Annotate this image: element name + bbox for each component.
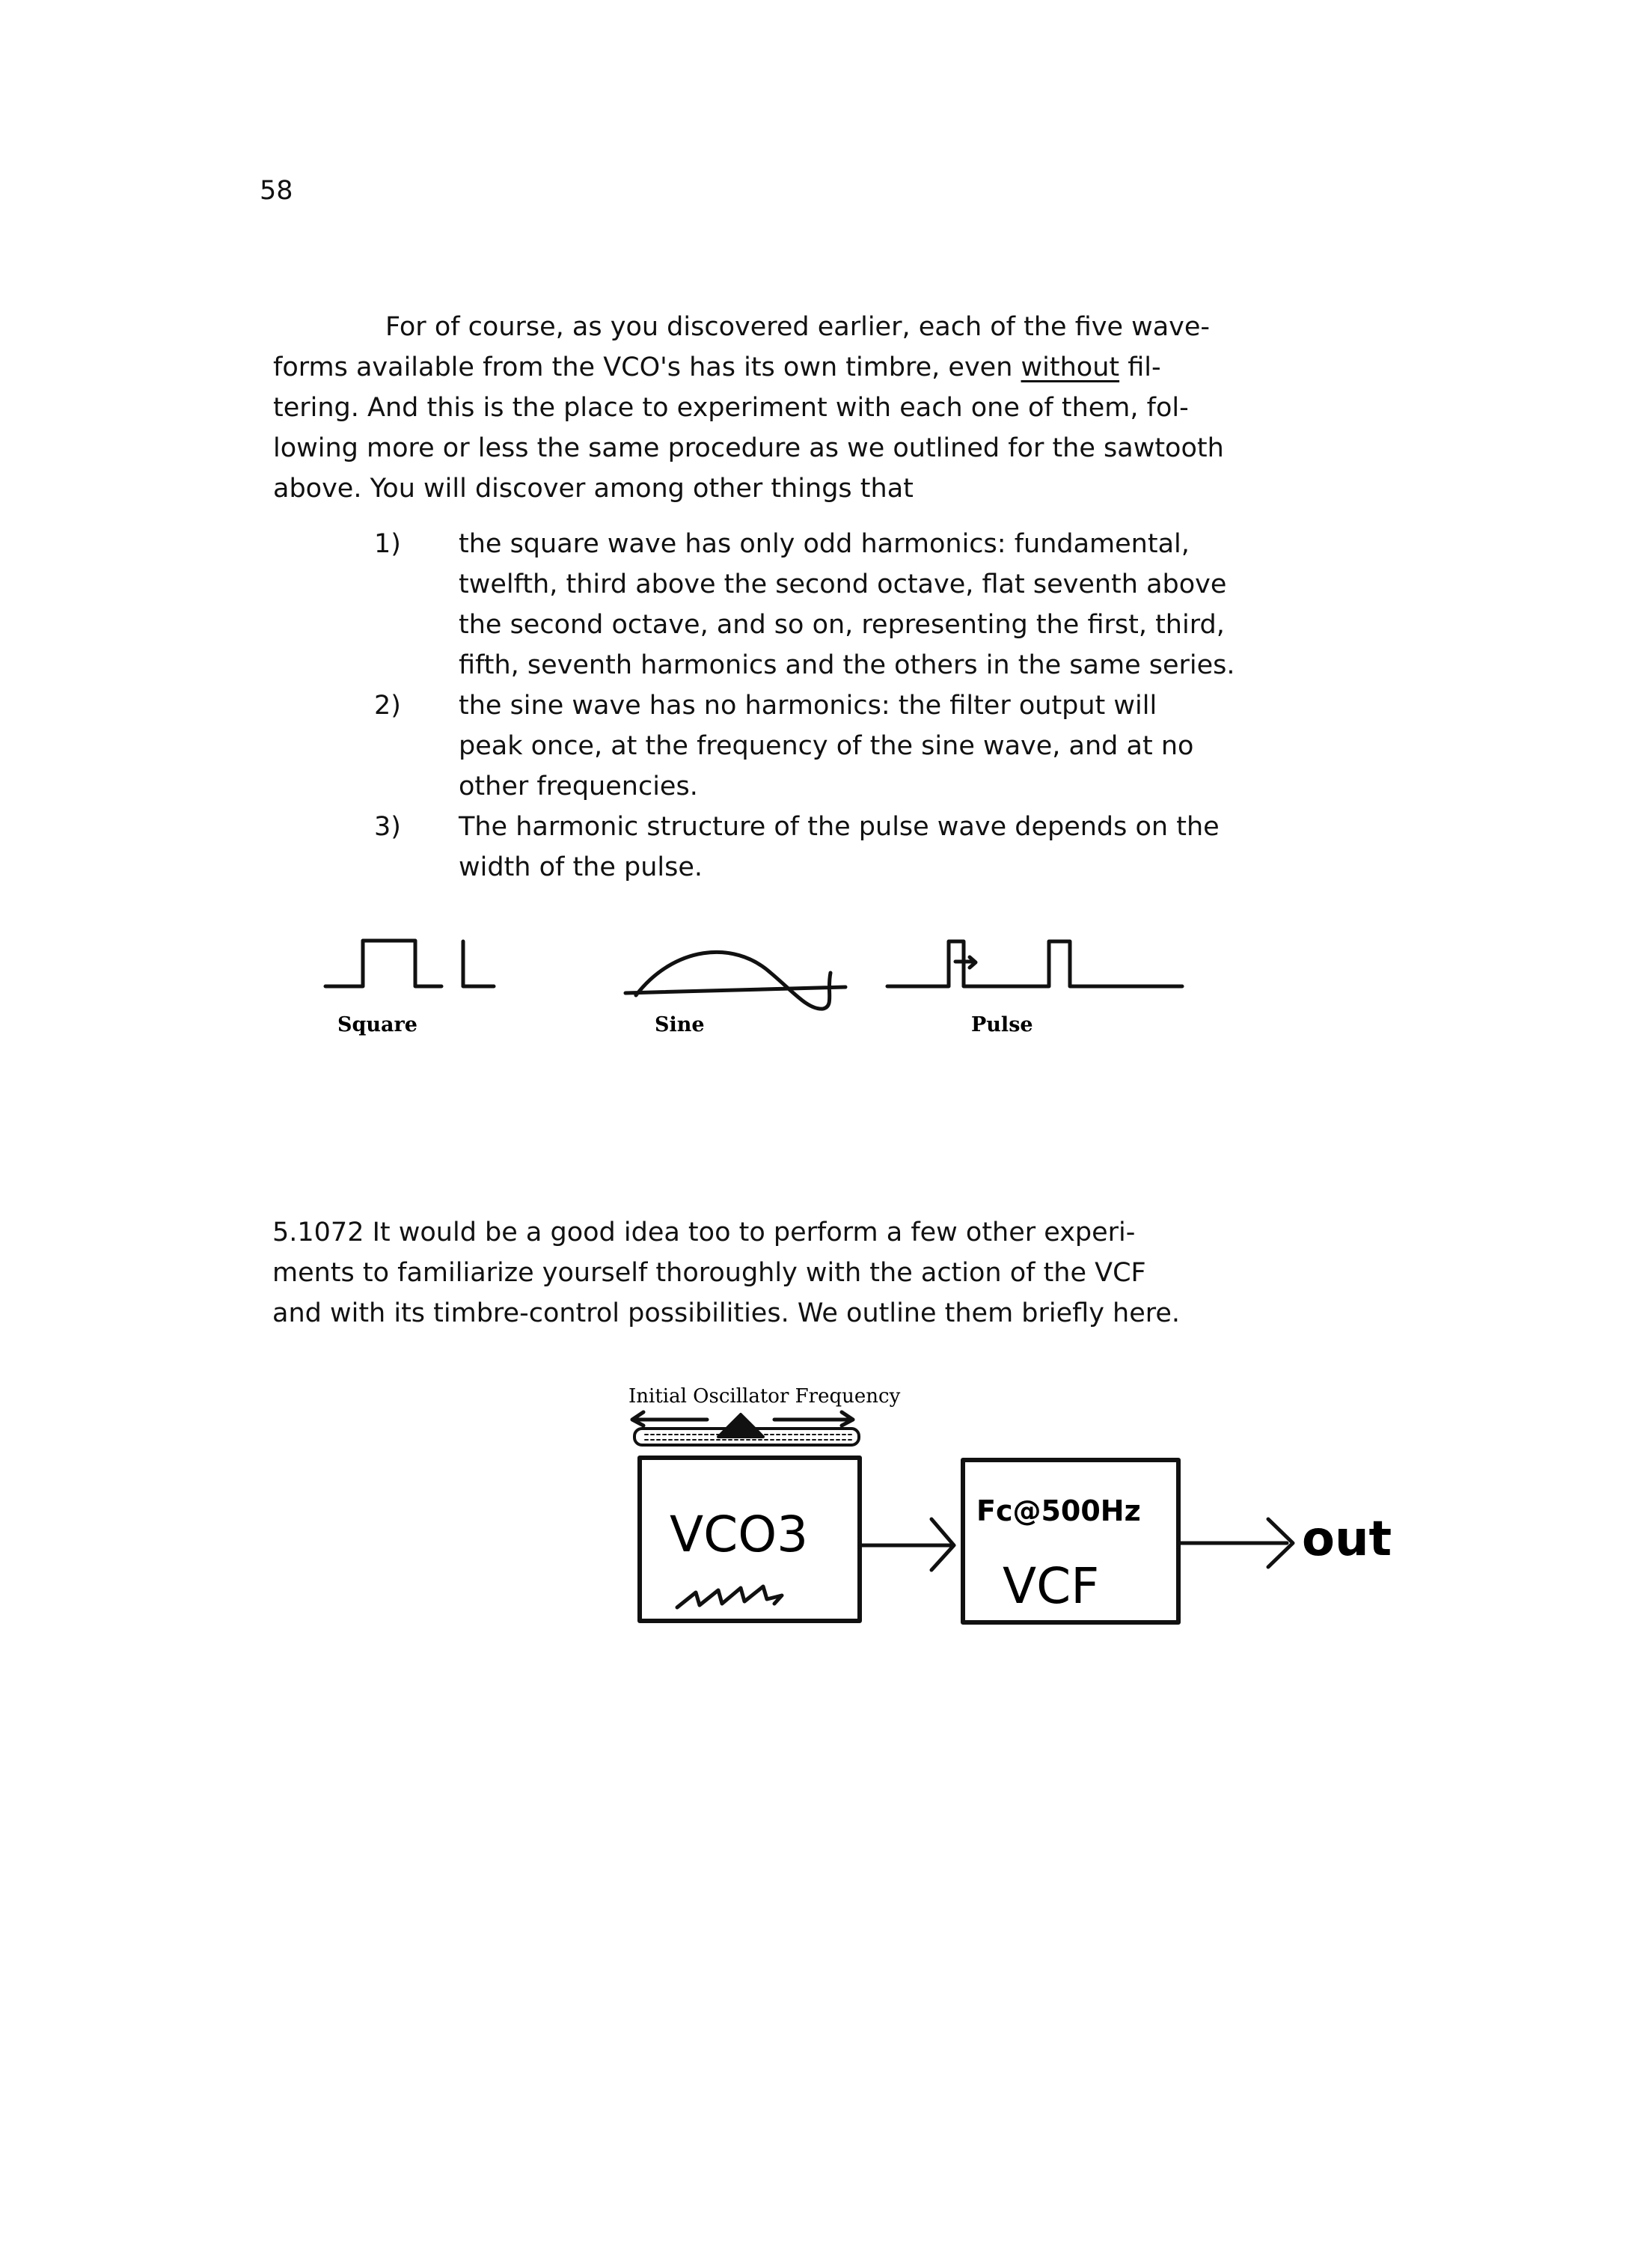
list-line: fifth, seventh harmonics and the others in the same series. — [459, 650, 1235, 680]
para1-line-5: above. You will discover among other things that — [273, 474, 914, 504]
para2-line-2: ments to familiarize yourself thoroughly with the action of the VCF — [272, 1258, 1146, 1288]
para1-line-2-emphasis: without — [1021, 352, 1120, 382]
list-line: the sine wave has no harmonics: the filter output will — [459, 691, 1157, 721]
para1-line-4: lowing more or less the same procedure as we outlined for the sawtooth — [273, 433, 1224, 463]
square-wave-icon — [325, 941, 494, 986]
pulse-wave-icon — [887, 941, 1182, 986]
list-line: the second octave, and so on, representing the first, third, — [459, 610, 1225, 640]
frequency-slider-icon — [632, 1412, 859, 1445]
para1-line-1: For of course, as you discovered earlier, each of the five wave- — [385, 312, 1211, 342]
list-line: peak once, at the frequency of the sine wave, and at no — [459, 731, 1194, 761]
list-line: other frequencies. — [459, 772, 698, 801]
square-caption: Square — [337, 1013, 417, 1036]
para1-line-3: tering. And this is the place to experiment with each one of them, fol- — [273, 393, 1189, 423]
vco-sawtooth-icon — [677, 1586, 782, 1607]
para2-line-1: 5.1072 It would be a good idea too to perform a few other experi- — [272, 1218, 1136, 1247]
list-line: width of the pulse. — [459, 852, 703, 882]
para1-line-2b: fil- — [1119, 352, 1161, 382]
para2-line-3: and with its timbre-control possibilities. We outline them briefly here. — [272, 1298, 1181, 1328]
paragraph-2 — [272, 1212, 1320, 1334]
para1-line-2a: forms available from the VCO's has its own timbre, even — [273, 352, 1021, 382]
list-line: twelfth, third above the second octave, flat seventh above — [459, 569, 1227, 599]
vco-to-vcf-arrow — [860, 1519, 954, 1570]
pulse-caption: Pulse — [971, 1013, 1033, 1036]
list-item-number: 2) — [374, 691, 401, 721]
vco-label: VCO3 — [670, 1506, 809, 1563]
sine-caption: Sine — [655, 1013, 705, 1036]
list-line: the square wave has only odd harmonics: fundamental, — [459, 529, 1190, 559]
page-number: 58 — [260, 176, 293, 206]
vcf-label: VCF — [1003, 1557, 1100, 1615]
output-label: out — [1302, 1512, 1392, 1567]
vcf-cutoff-label: Fc@500Hz — [976, 1494, 1141, 1527]
list-item-number: 3) — [374, 812, 401, 842]
knob-label: Initial Oscillator Frequency — [628, 1385, 901, 1408]
sine-wave-icon — [625, 952, 845, 1009]
list-line: The harmonic structure of the pulse wave depends on the — [459, 812, 1220, 842]
list-item-number: 1) — [374, 529, 401, 559]
vcf-to-out-arrow — [1178, 1519, 1293, 1567]
